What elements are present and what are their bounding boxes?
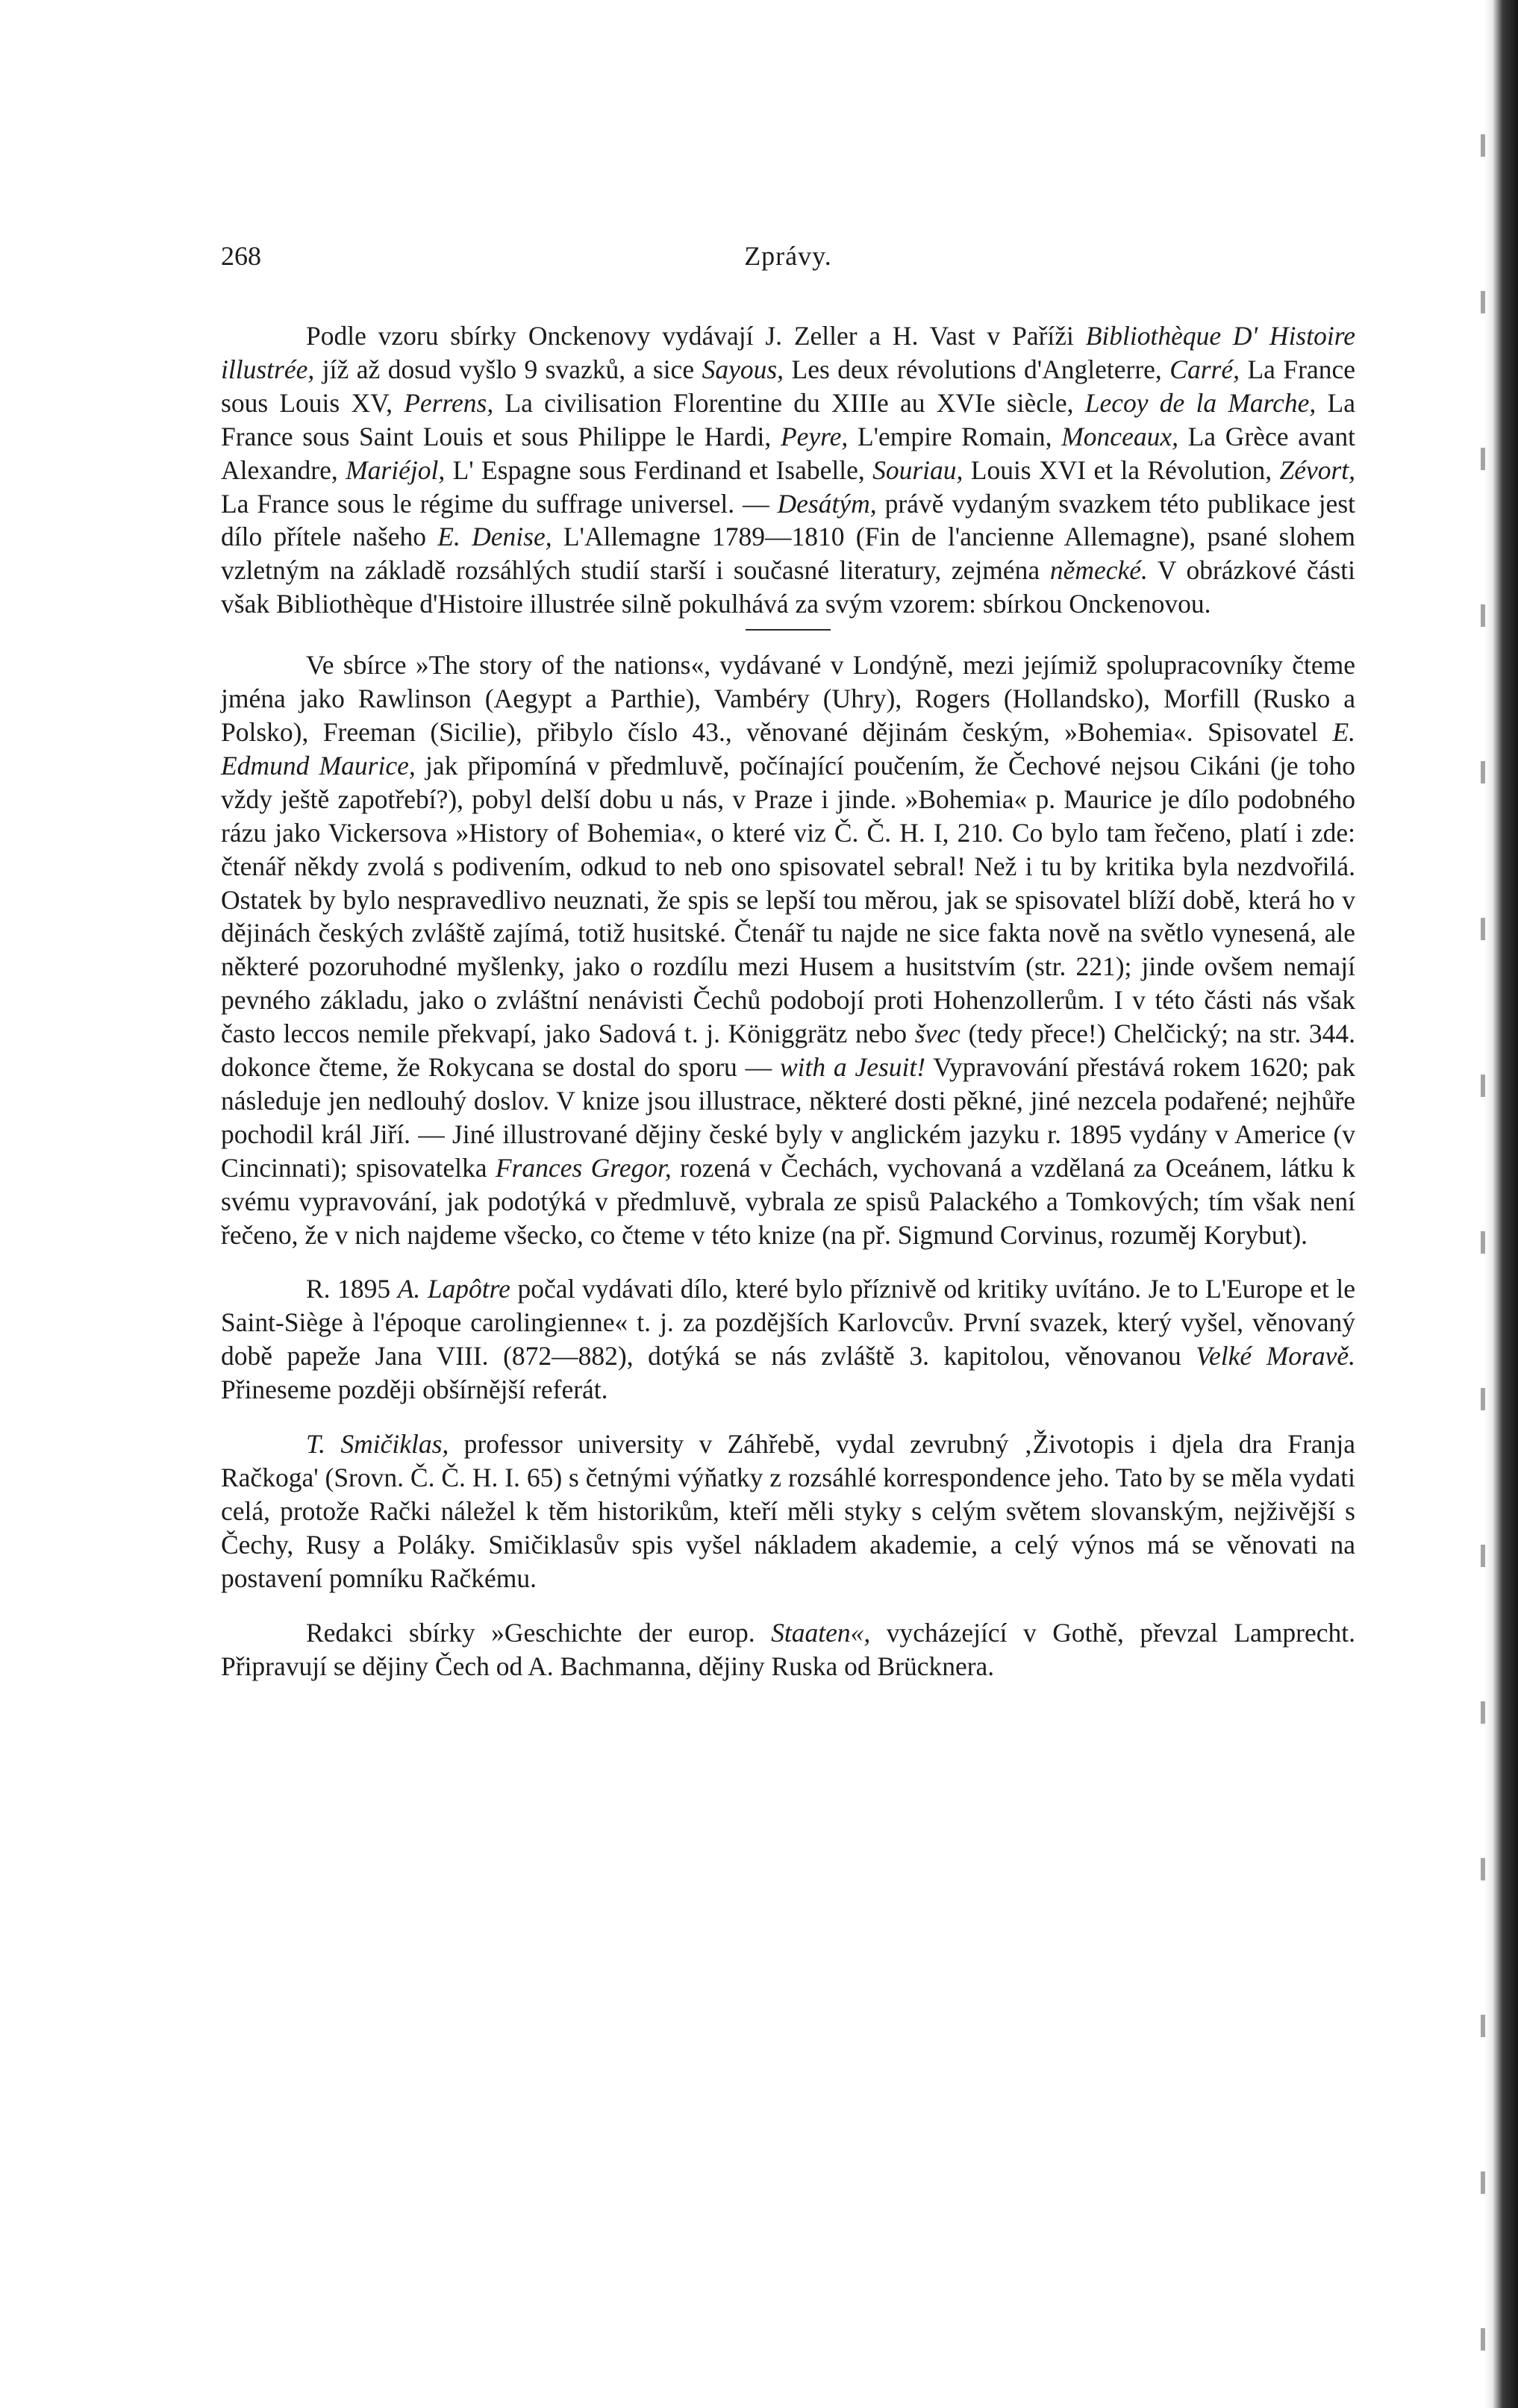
italic-text-run: A. Lapôtre	[397, 1274, 510, 1304]
text-run: Vypravování přestává rokem 1620; pak následuje jen nedlouhý doslov. V knize jsou illustrace, některé dosti pěkné, jiné nezcela podařené; nejhůře pochodil král Jiří. — Jiné illustrované dějiny české byly v anglickém jazyku r. 1895 vydány v Americe (v Cincinnati); spisovatelka	[221, 1052, 1356, 1183]
text-run: La Grèce avant Alexandre,	[221, 421, 1355, 485]
italic-text-run: E. Edmund Maurice,	[221, 716, 1355, 781]
italic-text-run: Monceaux,	[1061, 421, 1178, 451]
text-run: právě vydaným svazkem této publikace jest dílo přítele našeho	[221, 488, 1355, 552]
text-run: L' Espagne sous Ferdinand et Isabelle,	[445, 454, 873, 485]
text-run: L'empire Romain,	[848, 421, 1062, 451]
italic-text-run: Perrens,	[404, 387, 494, 418]
paragraph-bibliotheque	[221, 319, 1355, 621]
text-run: Louis XVI et la Révolution,	[963, 454, 1280, 485]
text-run: R. 1895	[306, 1274, 398, 1304]
text-run: La France sous Louis XV,	[221, 354, 1356, 418]
paragraph-smiciklas	[221, 1427, 1355, 1595]
page-edge-marks	[1481, 0, 1485, 2408]
text-run: Les deux révolutions d'Angleterre,	[784, 354, 1170, 384]
paragraph-gap	[221, 1595, 1355, 1616]
italic-text-run: Desátým,	[777, 488, 877, 519]
paragraph-lapotre	[221, 1272, 1355, 1407]
italic-text-run: T. Smičiklas,	[306, 1429, 449, 1460]
italic-text-run: Peyre,	[780, 421, 849, 451]
paragraph-story-of-nations	[221, 648, 1355, 1251]
text-run: Ve sbírce »The story of the nations«, vydávané v Londýně, mezi jejímiž spolupracovníky čteme jména jako Rawlinson (Aegypt a Parthie), Vambéry (Uhry), Rogers (Hollandsko), Morfill (Rusko a Polsko), Freeman (Sicilie), přibylo číslo 43., věnované dějinám českým, »Bohemia«. Spisovatel	[221, 650, 1355, 747]
paragraph-geschichte	[221, 1616, 1355, 1683]
paragraph-gap	[221, 1407, 1355, 1427]
article-body	[221, 319, 1355, 1683]
text-run: Redakci sbírky »Geschichte der europ.	[306, 1617, 772, 1648]
italic-text-run: Lecoy de la Marche,	[1084, 387, 1316, 418]
section-divider	[746, 629, 831, 631]
text-run: jíž až dosud vyšlo 9 svazků, a sice	[314, 354, 702, 384]
italic-text-run: Staaten«,	[771, 1617, 871, 1648]
italic-text-run: Mariéjol,	[346, 454, 446, 485]
italic-text-run: with a Jesuit!	[779, 1052, 926, 1083]
text-run: Přineseme později obšírnější referát.	[221, 1375, 608, 1405]
italic-text-run: E. Denise,	[437, 522, 552, 552]
text-run: rozená v Čechách, vychovaná a vzdělaná za Oceánem, látku k svému vypravování, jak podotýká v předmluvě, vybrala ze spisů Palackého a Tomkových; tím však není řečeno, že v nich najdeme všecko, co čteme v této knize (na př. Sigmund Corvinus, rozuměj Korybut).	[221, 1152, 1356, 1250]
italic-text-run: Souriau,	[872, 454, 963, 485]
text-run: La France sous le régime du suffrage universel. —	[221, 488, 778, 519]
italic-text-run: Carré,	[1169, 354, 1240, 384]
italic-text-run: Frances Gregor,	[495, 1152, 672, 1183]
text-run: V obrázkové části však Bibliothèque d'Histoire illustrée silně pokulhává za svým vzorem: sbírkou Onckenovou.	[221, 555, 1355, 619]
page-header	[221, 240, 1355, 282]
text-run: La civilisation Florentine du XIIIe au XVIe siècle,	[493, 387, 1085, 418]
text-run: Podle vzoru sbírky Onckenovy vydávají J. Zeller a H. Vast v Paříži	[306, 321, 1086, 351]
text-run: (tedy přece!) Chelčický; na str. 344. dokonce čteme, že Rokycana se dostal do sporu —	[221, 1019, 1356, 1083]
italic-text-run: Bibliothèque D' Histoire illustrée,	[221, 321, 1355, 384]
text-run: jak připomíná v předmluvě, počínající poučením, že Čechové nejsou Cikáni (je toho vždy ještě zapotřebí?), pobyl delší dobu u nás, v Praze i jinde. »Bohemia« p. Maurice je dílo podobného rázu jako Vickersova »History of Bohemia«, o které viz Č. Č. H. I, 210. Co bylo tam řečeno, platí i zde: čtenář někdy zvolá s podivením, odkud to neb ono spisovatel sebral! Než i tu by kritika byla nezdvořilá. Ostatek by bylo nespravedlivo neuznati, že spis se lepší tou měrou, jak se spisovatel blíží době, která ho v dějinách českých zvláště zajímá, totiž husitské. Čtenář tu najde ne sice fakta nově na světlo vynesená, ale některé pozoruhodné myšlenky, jako o rozdílu mezi Husem a husitstvím (str. 221); jinde ovšem nemají pevného základu, jako o zvláštní nenávisti Čechů podobojí proti Hohenzollerům. I v této části nás však často leccos nemile překvapí, jako Sadová t. j. Königgrätz nebo	[221, 750, 1355, 1049]
italic-text-run: švec	[914, 1019, 961, 1049]
text-run: L'Allemagne 1789—1810 (Fin de l'ancienne Allemagne), psané slohem vzletným na základě rozsáhlých studií starší i současné literatury, zejména	[221, 522, 1356, 586]
italic-text-run: Sayous,	[702, 354, 784, 384]
page-edge-shadow	[1484, 0, 1518, 2408]
paragraph-gap	[221, 1251, 1355, 1272]
text-run: professor university v Záhřebě, vydal zevrubný ‚Životopis i djela dra Franja Račkoga' (Srovn. Č. Č. H. I. 65) s četnými výňatky z rozsáhlé korrespondence jeho. Tato by se měla vydati celá, protože Rački náležel k těm historikům, kteří měli styky s celým světem slovanským, nejživější s Čechy, Rusy a Poláky. Smičiklasův spis vyšel nákladem akademie, a celý výnos má se věnovati na postavení pomníku Račkému.	[221, 1429, 1355, 1593]
italic-text-run: Velké Moravě.	[1196, 1341, 1355, 1372]
text-run: počal vydávati dílo, které bylo příznivě od kritiky uvítáno. Je to L'Europe et le Saint-Siège à l'époque carolingienne« t. j. za pozdějších Karlovcův. První svazek, který vyšel, věnovaný době papeže Jana VIII. (872—882), dotýká se nás zvláště 3. kapitolou, věnovanou	[221, 1274, 1355, 1372]
running-title: Zprávy.	[744, 241, 832, 271]
text-run: vycházející v Gothě, převzal Lamprecht. Připravují se dějiny Čech od A. Bachmanna, dějiny Ruska od Brücknera.	[221, 1617, 1355, 1681]
text-run: La France sous Saint Louis et sous Philippe le Hardi,	[221, 387, 1355, 451]
italic-text-run: Zévort,	[1279, 454, 1356, 485]
italic-text-run: německé.	[1049, 555, 1148, 586]
page-number: 268	[221, 241, 261, 271]
